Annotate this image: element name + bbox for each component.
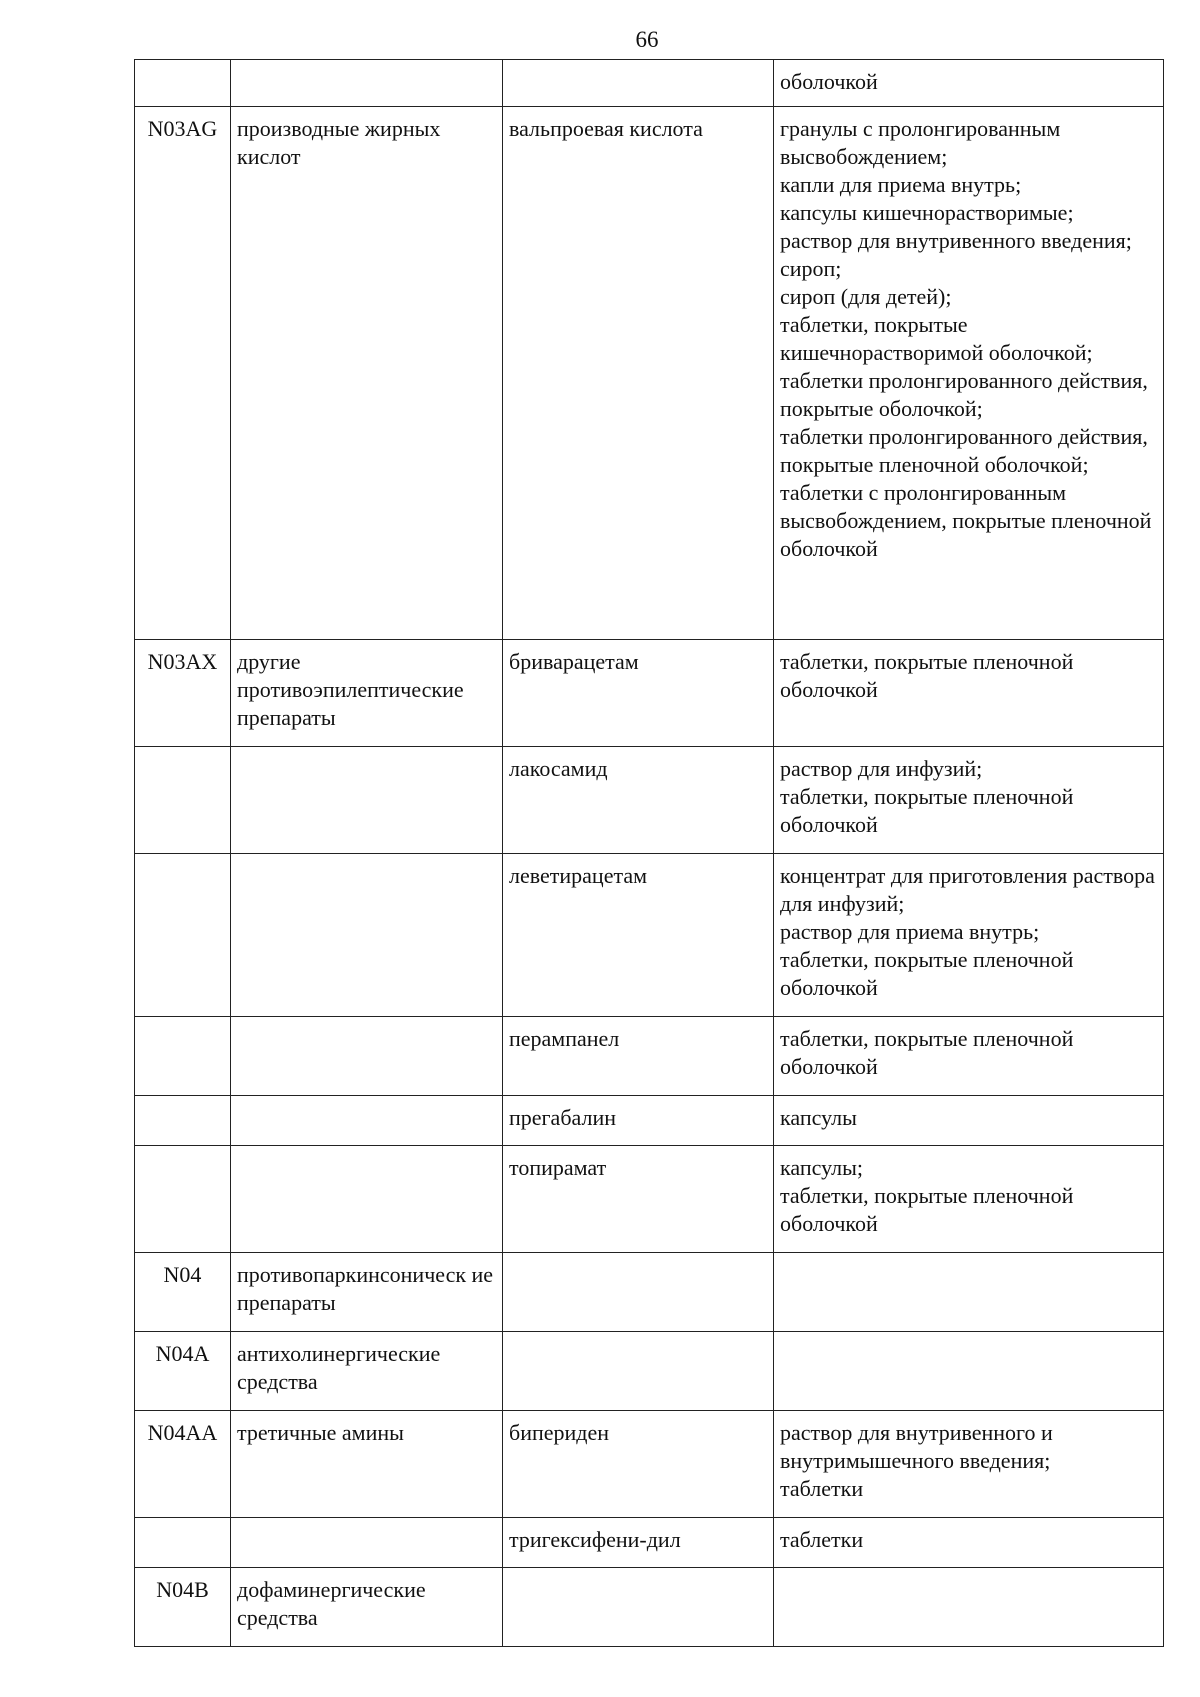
group-cell bbox=[231, 1096, 503, 1146]
page-number: 66 bbox=[635, 27, 659, 52]
group-cell bbox=[231, 1518, 503, 1568]
group-cell: противопаркинсоническ ие препараты bbox=[231, 1253, 503, 1332]
drug-cell bbox=[503, 1253, 774, 1332]
drug-list-table bbox=[134, 59, 1164, 1647]
form-line: сироп; bbox=[780, 256, 842, 281]
table-row bbox=[135, 107, 1164, 640]
form-line: таблетки пролонгированного действия, покрытые пленочной оболочкой; bbox=[780, 424, 1148, 477]
atc-code-cell bbox=[135, 1096, 231, 1146]
form-line: капсулы bbox=[780, 1105, 857, 1130]
atc-code-cell bbox=[135, 1017, 231, 1096]
table-row bbox=[135, 1253, 1164, 1332]
group-cell: производные жирных кислот bbox=[231, 107, 503, 640]
group-cell bbox=[231, 1146, 503, 1253]
form-line: таблетки, покрытые пленочной оболочкой bbox=[780, 1183, 1074, 1236]
form-line: оболочкой bbox=[780, 69, 878, 94]
form-line: таблетки с пролонгированным высвобождением, покрытые пленочной оболочкой bbox=[780, 480, 1152, 561]
form-line: таблетки, покрытые пленочной оболочкой bbox=[780, 649, 1074, 702]
group-cell: другие противоэпилептические препараты bbox=[231, 640, 503, 747]
atc-code-cell bbox=[135, 747, 231, 854]
form-line: таблетки bbox=[780, 1476, 864, 1501]
drug-cell: лакосамид bbox=[503, 747, 774, 854]
forms-cell bbox=[774, 1411, 1164, 1518]
forms-cell bbox=[774, 60, 1164, 107]
table-row bbox=[135, 60, 1164, 107]
table-row bbox=[135, 854, 1164, 1017]
drug-cell: тригексифени-дил bbox=[503, 1518, 774, 1568]
group-cell bbox=[231, 747, 503, 854]
forms-cell bbox=[774, 1518, 1164, 1568]
forms-cell bbox=[774, 1568, 1164, 1647]
form-line: концентрат для приготовления раствора для инфузий; bbox=[780, 863, 1155, 916]
atc-code-cell bbox=[135, 854, 231, 1017]
drug-cell: перампанел bbox=[503, 1017, 774, 1096]
form-line: капсулы кишечнорастворимые; bbox=[780, 200, 1074, 225]
form-line: таблетки bbox=[780, 1527, 864, 1552]
form-line: раствор для инфузий; bbox=[780, 756, 983, 781]
forms-cell bbox=[774, 1096, 1164, 1146]
group-cell bbox=[231, 60, 503, 107]
atc-code-cell: N04 bbox=[135, 1253, 231, 1332]
group-cell: антихолинергические средства bbox=[231, 1332, 503, 1411]
atc-code-cell bbox=[135, 1146, 231, 1253]
group-cell: дофаминергические средства bbox=[231, 1568, 503, 1647]
drug-cell: вальпроевая кислота bbox=[503, 107, 774, 640]
atc-code-cell: N04A bbox=[135, 1332, 231, 1411]
form-line: раствор для внутривенного введения; bbox=[780, 228, 1132, 253]
drug-cell: леветирацетам bbox=[503, 854, 774, 1017]
forms-cell bbox=[774, 1253, 1164, 1332]
form-line: таблетки пролонгированного действия, покрытые оболочкой; bbox=[780, 368, 1148, 421]
form-line: капли для приема внутрь; bbox=[780, 172, 1022, 197]
form-line: таблетки, покрытые пленочной оболочкой bbox=[780, 784, 1074, 837]
group-cell bbox=[231, 854, 503, 1017]
forms-cell bbox=[774, 640, 1164, 747]
atc-code-cell: N03AX bbox=[135, 640, 231, 747]
forms-cell bbox=[774, 1332, 1164, 1411]
table-row bbox=[135, 640, 1164, 747]
form-line: таблетки, покрытые пленочной оболочкой bbox=[780, 1026, 1074, 1079]
form-line: таблетки, покрытые кишечнорастворимой оболочкой; bbox=[780, 312, 1093, 365]
drug-cell: бриварацетам bbox=[503, 640, 774, 747]
table-row bbox=[135, 1146, 1164, 1253]
atc-code-cell: N04B bbox=[135, 1568, 231, 1647]
table-row bbox=[135, 1096, 1164, 1146]
form-line: сироп (для детей); bbox=[780, 284, 952, 309]
atc-code-cell: N04AA bbox=[135, 1411, 231, 1518]
drug-cell: топирамат bbox=[503, 1146, 774, 1253]
drug-cell: прегабалин bbox=[503, 1096, 774, 1146]
form-line: таблетки, покрытые пленочной оболочкой bbox=[780, 947, 1074, 1000]
drug-cell bbox=[503, 60, 774, 107]
forms-cell bbox=[774, 1017, 1164, 1096]
atc-code-cell bbox=[135, 1518, 231, 1568]
drug-cell bbox=[503, 1568, 774, 1647]
forms-cell bbox=[774, 747, 1164, 854]
form-line: раствор для приема внутрь; bbox=[780, 919, 1040, 944]
group-cell bbox=[231, 1017, 503, 1096]
atc-code-cell: N03AG bbox=[135, 107, 231, 640]
drug-cell: бипериден bbox=[503, 1411, 774, 1518]
table-row bbox=[135, 1017, 1164, 1096]
forms-cell bbox=[774, 107, 1164, 640]
form-line: капсулы; bbox=[780, 1155, 863, 1180]
table-row bbox=[135, 1411, 1164, 1518]
table-row bbox=[135, 1518, 1164, 1568]
group-cell: третичные амины bbox=[231, 1411, 503, 1518]
form-line: гранулы с пролонгированным высвобождением; bbox=[780, 116, 1061, 169]
forms-cell bbox=[774, 854, 1164, 1017]
atc-code-cell bbox=[135, 60, 231, 107]
form-line: раствор для внутривенного и внутримышечного введения; bbox=[780, 1420, 1053, 1473]
table-row bbox=[135, 1568, 1164, 1647]
table-row bbox=[135, 1332, 1164, 1411]
forms-cell bbox=[774, 1146, 1164, 1253]
table-row bbox=[135, 747, 1164, 854]
drug-cell bbox=[503, 1332, 774, 1411]
